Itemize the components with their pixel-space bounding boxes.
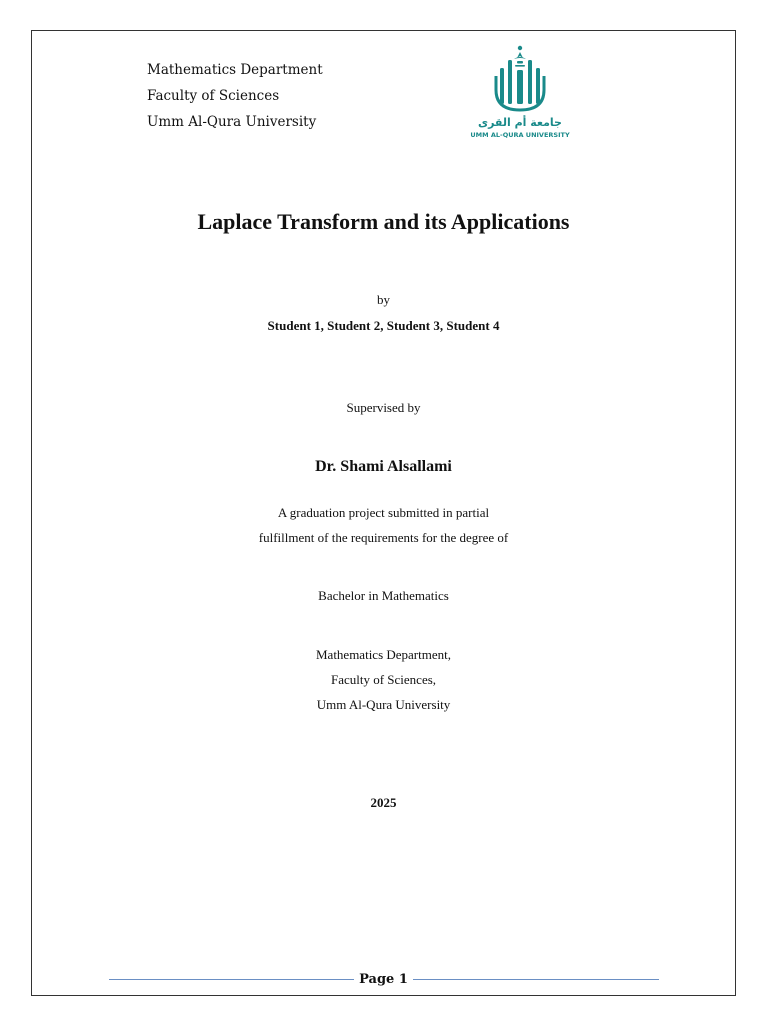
logo-arabic-text: جامعة أم القرى: [478, 116, 562, 129]
affiliation-faculty: Faculty of Sciences,: [330, 672, 437, 687]
by-label: by: [377, 292, 390, 307]
umm-al-qura-logo-icon: [456, 40, 584, 152]
footer-rule-right: [413, 979, 659, 980]
header-department: Mathematics Department: [147, 62, 323, 78]
university-logo: [456, 40, 584, 152]
statement-line-2: fulfillment of the requirements for the degree of: [258, 530, 509, 545]
degree-name: Bachelor in Mathematics: [318, 588, 449, 603]
header-block: [147, 57, 323, 135]
header-university: Umm Al-Qura University: [147, 114, 317, 130]
student-names: Student 1, Student 2, Student 3, Student 4: [267, 318, 500, 333]
statement-line-1: A graduation project submitted in partial: [277, 505, 490, 520]
logo-english-text: UMM AL-QURA UNIVERSITY: [470, 131, 570, 139]
year: 2025: [370, 795, 397, 810]
header-faculty: Faculty of Sciences: [147, 88, 280, 104]
footer-rule-left: [109, 979, 354, 980]
page-number: Page 1: [359, 972, 408, 987]
document-title: Laplace Transform and its Applications: [197, 209, 570, 234]
supervised-label: Supervised by: [346, 400, 421, 415]
affiliation-department: Mathematics Department,: [315, 647, 451, 662]
supervisor-name: Dr. Shami Alsallami: [315, 458, 452, 475]
affiliation-university: Umm Al-Qura University: [316, 697, 451, 712]
